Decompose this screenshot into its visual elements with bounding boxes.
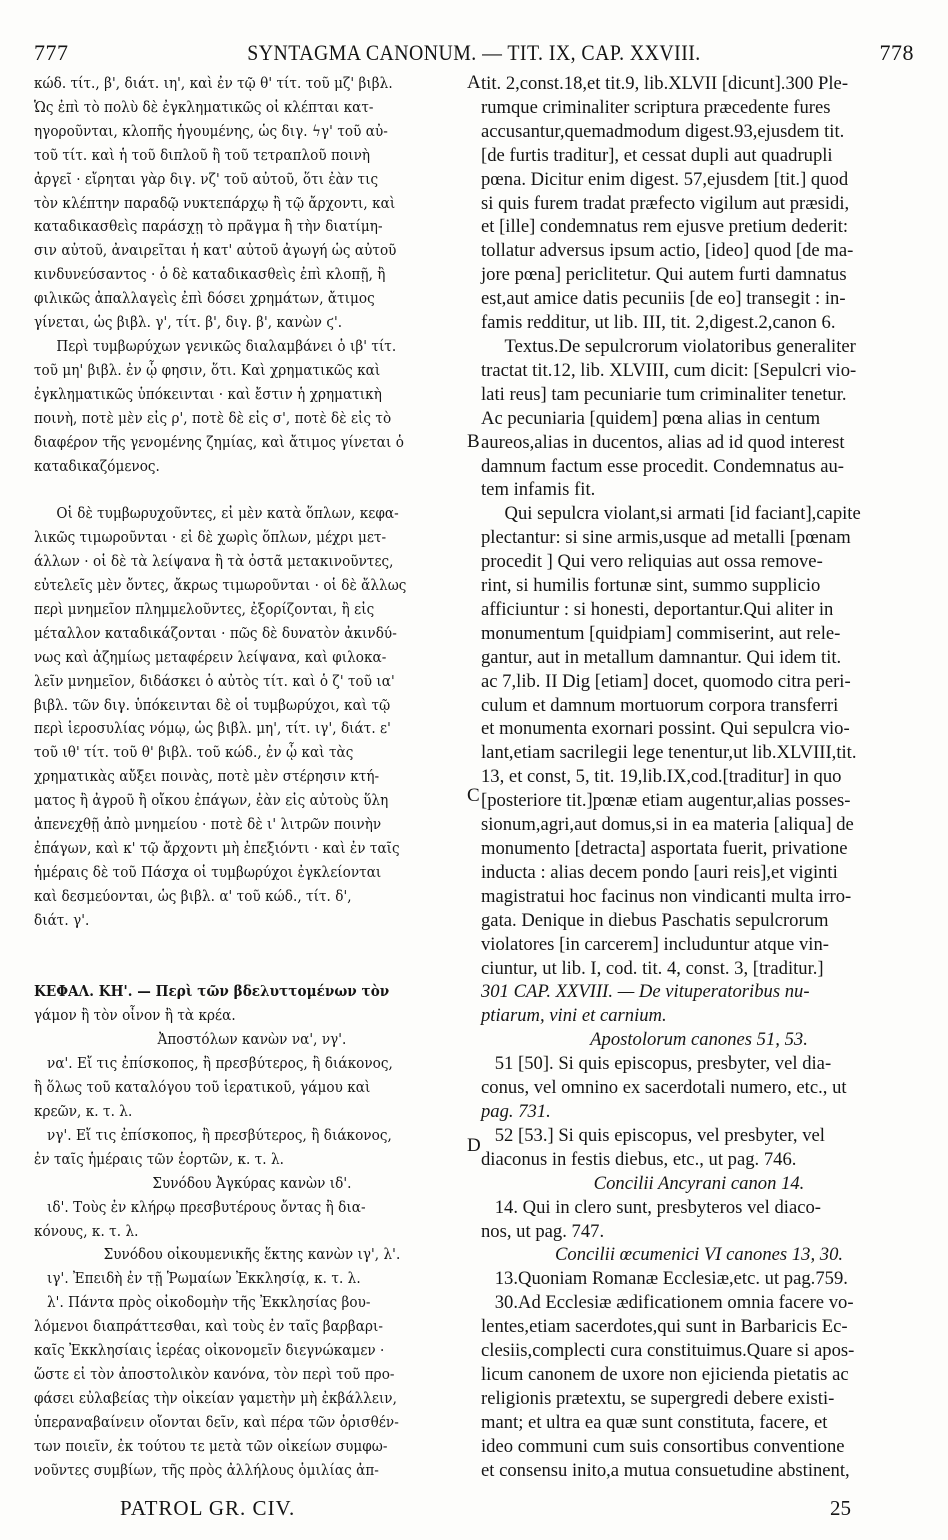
greek-text-line: νοῦντες συμβίων, τῆς πρὸς ἀλλήλους ὁμιλίας ἀπ-: [34, 1461, 379, 1479]
greek-text-line: λ'. Πάντα πρὸς οἰκοδομὴν τῆς Ἐκκλησίας βου-: [47, 1294, 371, 1312]
greek-text-line: περὶ ἱεροσυλίας νόμῳ, ὡς βιβλ. μη', τίτ. ιγ', διάτ. ε': [34, 720, 391, 738]
latin-text-line: licum canonem de uxore non ejicienda pietatis ac: [481, 1363, 849, 1385]
greek-text-line: [34, 478, 470, 502]
greek-text-line: κινδυνεύσαντος · ὁ δὲ καταδικασθεὶς ἐπὶ κλοπῇ, ἢ: [34, 266, 386, 284]
greek-text-line: Ὡς ἐπὶ τὸ πολὺ δὲ ἐγκληματικῶς οἱ κλέπται κατ-: [34, 98, 374, 116]
latin-text-line: Concilii Ancyrani canon 14.: [593, 1172, 805, 1194]
latin-text-line: gantur, aut in metallum damnantur. Qui idem tit.: [481, 646, 842, 668]
latin-text-line: procedit ] Qui vero reliquias aut ossa remove-: [481, 551, 823, 573]
latin-text-line: 14. Qui in clero sunt, presbyteros vel diaco-: [494, 1196, 822, 1218]
greek-text-line: Συνόδου Ἀγκύρας κανὼν ιδ'.: [152, 1174, 352, 1192]
latin-text-line: tollatur adversus ipsum actio, [ideo] quod [de ma-: [481, 240, 854, 262]
greek-text-line: κώδ. τίτ., β', διάτ. ιη', καὶ ἐν τῷ θ' τίτ. τοῦ μζ' βιβλ.: [34, 75, 393, 92]
greek-text-line: τοῦ τίτ. καὶ ἡ τοῦ διπλοῦ ἢ τοῦ τετραπλοῦ ποινὴ: [34, 146, 371, 164]
latin-text-line: [de furtis traditur], et cessat dupli aut quadrupli: [481, 144, 833, 166]
latin-text-line: conus, vel omnino ex sacerdotali numero, etc., ut: [481, 1077, 847, 1099]
greek-text-line: περὶ μνημεῖον πλημμελοῦντες, ἐξορίζονται, ἢ εἰς: [34, 600, 375, 618]
greek-text-line: καῖς Ἐκκλησίαις ἱερέας οἰκονομεῖν διεγνώκαμεν ·: [34, 1342, 385, 1360]
latin-text-line: 51 [50]. Si quis episcopus, presbyter, vel dia-: [494, 1053, 832, 1075]
greek-text-line: Περὶ τυμβωρύχων γενικῶς διαλαμβάνει ὁ ιβ' τίτ.: [56, 337, 397, 355]
latin-text-line: 52 [53.] Si quis episcopus, vel presbyter, vel: [494, 1124, 825, 1146]
footer-signature: 25: [830, 1496, 851, 1520]
latin-text-line: 30.Ad Ecclesiæ ædificationem omnia facere vo-: [494, 1292, 854, 1314]
latin-text-line: si quis furem tradat præfecto vigilum aut præsidi,: [481, 192, 850, 214]
greek-text-line: γίνεται, ὡς βιβλ. γ', τίτ. β', διγ. β', κανὼν ϛ'.: [34, 314, 343, 332]
greek-text-line: καὶ δεσμεύονται, ὡς βιβλ. α' τοῦ κώδ., τίτ. δ',: [34, 887, 352, 905]
margin-mark-c: C: [467, 785, 480, 806]
latin-text-line: ciuntur, ut lib. I, cod. tit. 4, const. 3, [traditur.]: [481, 957, 824, 979]
page-footer: [0, 1496, 948, 1526]
greek-text-line: σιν αὐτοῦ, ἀναιρεῖται ἡ κατ' αὐτοῦ ἀγωγή ὡς αὐτοῦ: [34, 242, 397, 260]
latin-text-line: culum et damnum mortuorum corpora transferri: [481, 694, 839, 716]
greek-text-line: ἐν ταῖς ἡμέραις τῶν ἑορτῶν, κ. τ. λ.: [34, 1150, 284, 1168]
latin-text-line: aureos,alias in ducentos, alias ad id quod interest: [481, 431, 845, 453]
latin-column: [481, 72, 913, 1481]
greek-text-line: ιδ'. Τοὺς ἐν κλήρῳ πρεσβυτέρους ὄντας ἢ δια-: [47, 1198, 366, 1216]
latin-text-line: lentes,etiam sacerdotes,qui sunt in Barbaricis Ec-: [481, 1316, 848, 1338]
latin-text-line: tractat tit.12, lib. XLVIII, cum dicit: [Sepulcri vio-: [481, 359, 857, 381]
footer-volume: PATROL GR. CIV.: [120, 1496, 296, 1520]
latin-text-line: ptiarum, vini et carnium.: [481, 1005, 667, 1027]
latin-text-line: plectantur: si sine armis,usque ad metalli [pœnam: [481, 527, 851, 549]
latin-text-line: Concilii œcumenici VI canones 13, 30.: [555, 1244, 844, 1266]
latin-text-line: et consensu inito,a mutua consuetudine abstinent,: [481, 1459, 850, 1481]
greek-text-line: εὐτελεῖς μὲν ὄντες, ἄκρως τιμωροῦνται · οἱ δὲ ἄλλως: [34, 577, 407, 595]
greek-text-line: ἀργεῖ · εἴρηται γὰρ διγ. νζ' τοῦ αὐτοῦ, ὅτι ἐὰν τις: [34, 170, 379, 188]
latin-text-line: afficiuntur : si honesti, deportantur.Qui aliter in: [481, 598, 834, 620]
latin-text-line: Textus.De sepulcrorum violatoribus generaliter: [504, 335, 856, 357]
greek-text-line: Συνόδου οἰκουμενικῆς ἕκτης κανὼν ιγ', λ'.: [103, 1246, 401, 1264]
greek-text-line: νγ'. Εἴ τις ἐπίσκοπος, ἢ πρεσβύτερος, ἢ διάκονος,: [47, 1126, 392, 1144]
latin-text-line: magistratui hoc facinus non vindicanti multa irro-: [481, 885, 852, 907]
greek-text-line: Οἱ δὲ τυμβωρυχοῦντες, εἰ μὲν κατὰ ὅπλων, κεφα-: [56, 505, 399, 523]
latin-text-line: mant; et ultra ea quæ sunt constituta, facere, et: [481, 1411, 828, 1433]
page-header: [0, 40, 948, 70]
greek-text-line: των ποιεῖν, ἐκ τούτου τε μετὰ τῶν οἰκείων συμφω-: [34, 1437, 388, 1455]
latin-text-line: violatores [in carcerem] includuntur atque vin-: [481, 933, 829, 955]
latin-text-line: gata. Denique in diebus Paschatis sepulcrorum: [481, 909, 829, 931]
margin-mark-a: A: [467, 72, 481, 93]
greek-text-line: βιβλ. τῶν διγ. ὑπόκεινται δὲ οἱ τυμβωρύχοι, καὶ τῷ: [34, 696, 391, 714]
latin-text-line: inducta : alias decem pondo [auri reis],et viginti: [481, 861, 838, 883]
latin-text-line: ac 7,lib. II Dig [etiam] docet, quomodo citra peri-: [481, 670, 851, 692]
latin-text-line: damnum factum esse procedit. Condemnatus au-: [481, 455, 844, 477]
latin-text-line: ideo communi cum suis consortibus conventione: [481, 1435, 845, 1457]
greek-text-line: διαφέρον τῆς γενομένης ζημίας, καὶ ἄτιμος γίνεται ὁ: [34, 433, 404, 451]
greek-text-line: νως καὶ ἀζημίως μεταφέρειν λείψανα, καὶ φιλοκα-: [34, 648, 387, 666]
greek-text-line: ἡμέραις δὲ τοῦ Πάσχα οἱ τυμβωρύχοι ἐγκλείονται: [34, 863, 382, 881]
greek-text-line: λεῖν μνημεῖον, διδάσκει ὁ αὐτὸς τίτ. καὶ ὁ ζ' τοῦ ια': [34, 672, 395, 690]
greek-text-line: κόνους, κ. τ. λ.: [34, 1222, 139, 1240]
latin-text-line: diaconus in festis diebus, etc., ut pag. 746.: [481, 1148, 797, 1170]
latin-text-line: [posteriore tit.]pœnæ etiam augentur,alias posses-: [481, 790, 851, 812]
latin-text-line: clesiis,complecti cura constituimus.Quare si apos-: [481, 1340, 855, 1362]
greek-text-line: κρεῶν, κ. τ. λ.: [34, 1102, 133, 1120]
greek-text-line: να'. Εἴ τις ἐπίσκοπος, ἢ πρεσβύτερος, ἢ διάκονος,: [47, 1055, 393, 1073]
latin-text-line: rint, si humilis fortunæ sint, summo supplicio: [481, 575, 821, 597]
latin-text-line: pag. 731.: [481, 1100, 551, 1122]
latin-text-line: lant,etiam sacrilegii lege tenentur,ut lib.XLVIII,tit.: [481, 742, 857, 764]
greek-text-line: ὥστε εἰ τὸν ἀποστολικὸν κανόνα, τὸν περὶ τοῦ προ-: [34, 1365, 395, 1383]
greek-text-line: Ἀποστόλων κανὼν να', νγ'.: [157, 1031, 347, 1049]
page-number-left: 777: [34, 40, 69, 65]
greek-text-line: φιλικῶς ἀπαλλαγεὶς ἐπὶ δόσει χρημάτων, ἄτιμος: [34, 290, 375, 308]
greek-text-line: τοῦ μη' βιβλ. ἐν ᾧ φησιν, ὅτι. Καὶ χρηματικῶς καὶ: [34, 361, 381, 379]
latin-text-line: lati reus] tam pecuniarie tum criminaliter tenetur.: [481, 383, 847, 405]
greek-text-line: ἀπενεχθῇ ἀπὸ μνημείου · ποτὲ δὲ ι' λιτρῶν ποινὴν: [34, 816, 382, 834]
latin-text-line: tit. 2,const.18,et tit.9, lib.XLVII [dicunt].300 Ple-: [481, 73, 849, 94]
greek-text-line: χρηματικὰς αὔξει ποινὰς, ποτὲ μὲν στέρησιν κτή-: [34, 768, 380, 786]
latin-text-line: religionis prætextu, se supergredi debere existi-: [481, 1387, 835, 1409]
latin-text-line: jore pœna] periclitetur. Qui autem furti damnatus: [481, 264, 847, 286]
latin-text-line: et [ille] condemnatus rem ejusve pretium dederit:: [481, 216, 849, 238]
greek-text-line: διάτ. γ'.: [34, 911, 90, 929]
latin-text-line: 301 CAP. XXVIII. — De vituperatoribus nu-: [481, 981, 810, 1003]
latin-text-line: sionum,agri,aut domus,si in ea materia [aliqua] de: [481, 814, 854, 836]
greek-text-line: καταδικασθεὶς παράσχῃ τὸ πρᾶγμα ἢ τὴν διατίμη-: [34, 218, 383, 236]
latin-text-line: monumento [detracta] asportata fuerit, privatione: [481, 838, 848, 859]
page-number-right: 778: [879, 40, 914, 65]
margin-mark-b: B: [467, 431, 480, 452]
greek-column: [34, 72, 468, 1479]
latin-text-line: pœna. Dicitur enim digest. 57,ejusdem [tit.] quod: [481, 168, 849, 190]
greek-text-line: ΚΕΦΑΛ. ΚΗ'. — Περὶ τῶν βδελυττομένων τὸν: [34, 983, 390, 1001]
greek-text-line: ιγ'. Ἐπειδὴ ἐν τῇ Ῥωμαίων Ἐκκλησίᾳ, κ. τ. λ.: [47, 1270, 361, 1288]
greek-text-line: ἢ ὅλως τοῦ καταλόγου τοῦ ἱερατικοῦ, γάμου καὶ: [34, 1079, 371, 1097]
latin-text-line: 13.Quoniam Romanæ Ecclesiæ,etc. ut pag.759.: [494, 1268, 848, 1290]
greek-text-line: τὸν κλέπτην παραδῷ νυκτεπάρχῳ ἢ τῷ ἄρχοντι, καὶ: [34, 194, 396, 212]
greek-text-line: ηγορoῦνται, κλοπῆς ἡγουμένης, ὡς διγ. ϟγ' τοῦ αὐ-: [34, 122, 388, 140]
greek-text-line: άλλων · οἱ δὲ τὰ λείψανα ἢ τὰ ὀστᾶ μετακινοῦντες,: [34, 553, 394, 571]
greek-text-line: γάμον ἢ τὸν οἶνον ἢ τὰ κρέα.: [34, 1007, 236, 1025]
greek-text-line: φάσει εὐλαβείας τὴν οἰκείαν γαμετὴν μὴ ἐκβάλλειν,: [34, 1389, 397, 1407]
greek-text-line: τοῦ ιθ' τίτ. τοῦ θ' βιβλ. τοῦ κώδ., ἐν ᾧ καὶ τὰς: [34, 744, 354, 762]
latin-text-line: est,aut amice datis pecuniis [de eo] transegit : in-: [481, 288, 846, 310]
greek-text-line: [34, 957, 470, 981]
greek-text-line: ἐπάγων, καὶ κ' τῷ ἄρχοντι μὴ ἐπεξιόντι · καὶ ἐν ταῖς: [34, 840, 400, 857]
greek-text-line: καταδικαζόμενος.: [34, 457, 160, 475]
latin-text-line: Ac pecuniaria [quidem] pœna alias in centum: [481, 407, 821, 429]
greek-text-line: ὑπεραναβαίνειν οἴονται δεῖν, καὶ πέρα τῶν ὁρισθέν-: [34, 1413, 399, 1431]
latin-text-line: Apostolorum canones 51, 53.: [590, 1029, 808, 1051]
greek-text-line: ἐγκληματικῶς ὑπόκεινται · καὶ ἔστιν ἡ χρηματικὴ: [34, 385, 382, 403]
latin-text-line: tem infamis fit.: [481, 479, 596, 501]
greek-text-line: [34, 933, 470, 957]
greek-text-line: μέταλλον καταδικάζονται · πῶς δὲ δυνατὸν ἀκινδύ-: [34, 624, 397, 642]
latin-text-line: et monumenta exornari possint. Qui sepulcra vio-: [481, 718, 850, 740]
latin-text-line: nos, ut pag. 747.: [481, 1220, 605, 1242]
greek-text-line: ποινὴ, ποτὲ μὲν εἰς ρ', ποτὲ δὲ εἰς σ', ποτὲ δὲ εἰς τὸ: [34, 409, 392, 427]
latin-text-line: famis redditur, ut lib. III, tit. 2,digest.2,canon 6.: [481, 312, 836, 334]
latin-text-line: Qui sepulcra violant,si armati [id faciant],capite: [504, 503, 861, 525]
margin-mark-d: D: [467, 1135, 481, 1156]
running-title: SYNTAGMA CANONUM. — TIT. IX, CAP. XXVIII.: [247, 40, 701, 65]
greek-text-line: λικῶς τιμωροῦνται · εἰ δὲ χωρὶς ὅπλων, μέχρι μετ-: [34, 529, 387, 547]
greek-text-line: λόμενοι διαπράττεσθαι, καὶ τοὺς ἐν ταῖς βαρβαρι-: [34, 1318, 384, 1336]
latin-text-line: monumentum [quidpiam] commiserint, aut rele-: [481, 622, 841, 644]
greek-text-line: ματος ἢ ἀγροῦ ἢ οἴκου ἐπάγων, ἐὰν εἰς αὐτοὺς ὕλη: [34, 792, 389, 810]
latin-text-line: rumque criminaliter scriptura præcedente fures: [481, 96, 831, 118]
latin-text-line: accusantur,quemadmodum digest.93,ejusdem tit.: [481, 120, 845, 142]
latin-text-line: 13, et const, 5, tit. 19,lib.IX,cod.[traditur] in quo: [481, 766, 842, 788]
